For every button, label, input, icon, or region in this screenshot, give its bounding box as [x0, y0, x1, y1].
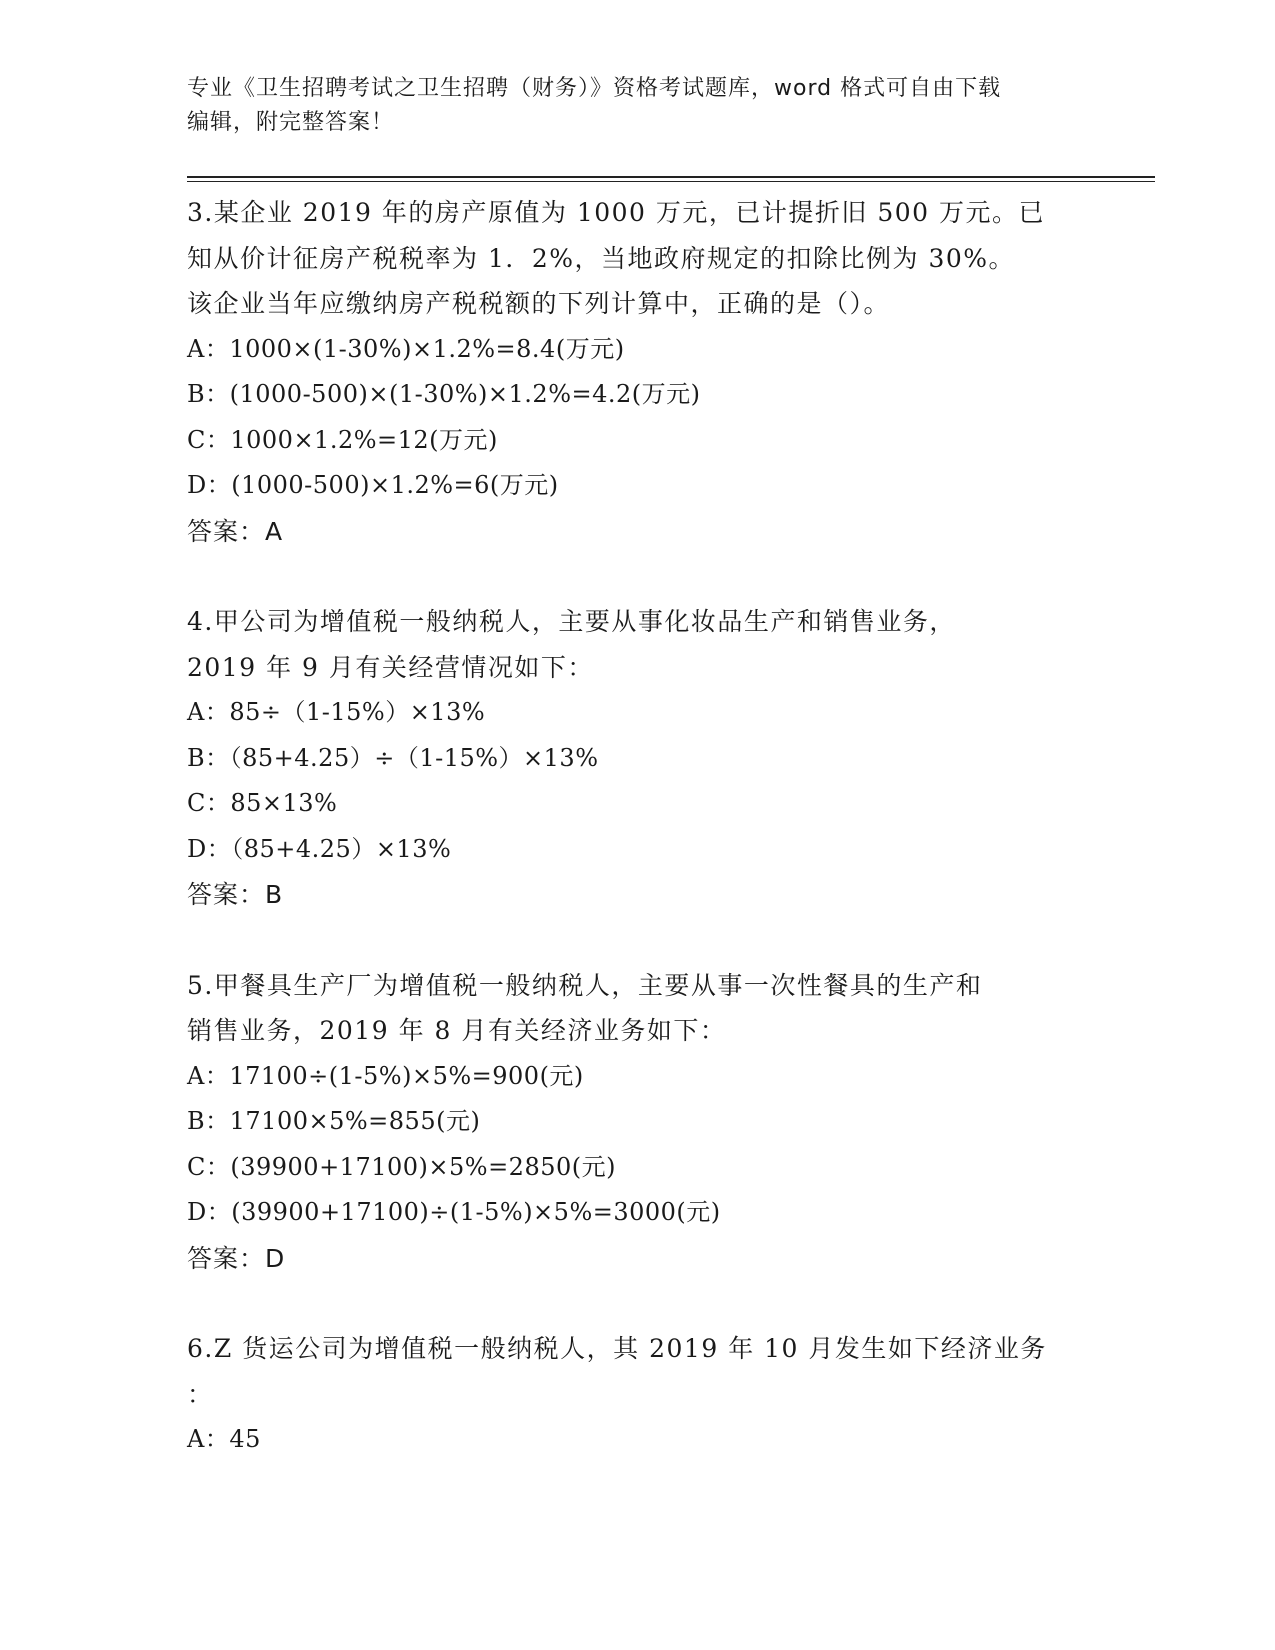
option-c: C：85×13% — [187, 789, 338, 817]
answer: 答案：D — [187, 1243, 286, 1273]
option-b: B：17100×5%=855(元) — [187, 1107, 481, 1135]
answer: 答案：A — [187, 516, 284, 546]
option-b: B：（85+4.25）÷（1-15%）×13% — [187, 743, 599, 772]
answer: 答案：B — [187, 880, 284, 909]
option-a: A：17100÷(1-5%)×5%=900(元) — [187, 1061, 584, 1090]
option-d: D：(39900+17100)÷(1-5%)×5%=3000(元) — [187, 1198, 721, 1226]
option-a: A：1000×(1-30%)×1.2%=8.4(万元) — [187, 334, 625, 363]
question-stem-line: 该企业当年应缴纳房产税税额的下列计算中，正确的是（）。 — [187, 289, 891, 318]
question-stem-line: 6.Z 货运公司为增值税一般纳税人，其 2019 年 10 月发生如下经济业务 — [187, 1334, 1047, 1363]
header-divider-thin — [187, 181, 1155, 182]
question-stem-line: ： — [187, 1379, 214, 1409]
question-list — [187, 190, 1087, 1463]
option-d: D：（85+4.25）×13% — [187, 834, 452, 863]
question-stem-line: 知从价计征房产税税率为 1．2%，当地政府规定的扣除比例为 30%。 — [187, 243, 1016, 273]
option-c: C：(39900+17100)×5%=2850(元) — [187, 1152, 616, 1181]
question-stem-line: 销售业务，2019 年 8 月有关经济业务如下： — [187, 1016, 727, 1045]
option-b: B：(1000-500)×(1-30%)×1.2%=4.2(万元) — [187, 380, 701, 408]
question-6 — [187, 1326, 1087, 1463]
document-header — [187, 72, 1087, 140]
question-5 — [187, 963, 1087, 1282]
question-stem-line: 4.甲公司为增值税一般纳税人，主要从事化妆品生产和销售业务， — [187, 607, 956, 636]
question-4 — [187, 599, 1087, 918]
option-c: C：1000×1.2%=12(万元) — [187, 425, 498, 454]
option-d: D：(1000-500)×1.2%=6(万元) — [187, 471, 559, 499]
question-stem-line: 2019 年 9 月有关经营情况如下： — [187, 652, 594, 682]
header-line-2: 编辑，附完整答案！ — [187, 110, 395, 135]
question-stem-line: 5.甲餐具生产厂为增值税一般纳税人，主要从事一次性餐具的生产和 — [187, 970, 983, 1000]
header-line-1: 专业《卫生招聘考试之卫生招聘（财务）》资格考试题库，word 格式可自由下载 — [187, 76, 1002, 101]
header-divider-thick — [187, 176, 1155, 178]
question-stem-line: 3.某企业 2019 年的房产原值为 1000 万元，已计提折旧 500 万元。已 — [187, 198, 1045, 227]
option-a: A：45 — [187, 1425, 261, 1453]
option-a: A：85÷（1-15%）×13% — [187, 698, 486, 726]
question-3 — [187, 190, 1087, 554]
